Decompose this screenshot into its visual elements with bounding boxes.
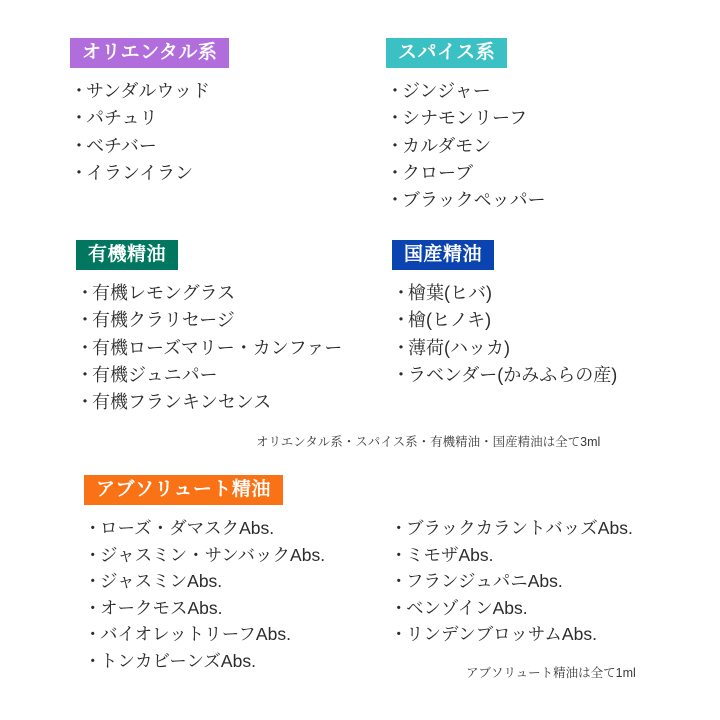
oil-name: ジンジャー bbox=[402, 81, 491, 101]
oil-name: 有機ジュニパー bbox=[92, 365, 218, 386]
category-header-oriental: オリエンタル系 bbox=[70, 38, 229, 68]
bullet-icon: ・ bbox=[84, 650, 102, 671]
bullet-icon: ・ bbox=[390, 624, 408, 645]
bullet-icon: ・ bbox=[392, 310, 410, 331]
oil-name: クローブ bbox=[402, 163, 474, 184]
oil-list-organic bbox=[76, 280, 342, 417]
oil-name: ベンゾインAbs. bbox=[406, 597, 528, 618]
list-item bbox=[386, 187, 546, 214]
absolute-columns bbox=[84, 505, 633, 675]
list-item bbox=[70, 160, 229, 187]
bullet-icon: ・ bbox=[76, 365, 94, 386]
oil-name: 有機フランキンセンス bbox=[92, 392, 272, 413]
oil-list-absolute-right bbox=[390, 515, 633, 675]
oil-name: オークモスAbs. bbox=[100, 597, 223, 618]
bullet-icon: ・ bbox=[76, 283, 94, 303]
list-item bbox=[392, 280, 617, 307]
oil-name: トンカビーンズAbs. bbox=[100, 650, 256, 671]
oil-name: 薄荷(ハッカ) bbox=[408, 337, 510, 358]
oil-name: サンダルウッド bbox=[86, 81, 211, 101]
list-item bbox=[84, 568, 390, 595]
list-item bbox=[70, 78, 229, 105]
bullet-icon: ・ bbox=[392, 365, 410, 386]
bullet-icon: ・ bbox=[84, 597, 102, 618]
oil-name: 檜(ヒノキ) bbox=[408, 310, 492, 331]
oil-name: フランジュパニAbs. bbox=[406, 571, 563, 592]
oil-name: イランイラン bbox=[86, 163, 194, 184]
bullet-icon: ・ bbox=[386, 81, 404, 101]
bullet-icon: ・ bbox=[386, 108, 404, 129]
list-item bbox=[390, 542, 633, 569]
section-absolute bbox=[84, 475, 633, 675]
oil-name: ローズ・ダマスクAbs. bbox=[100, 518, 275, 538]
bullet-icon: ・ bbox=[70, 163, 88, 184]
category-header-domestic: 国産精油 bbox=[392, 240, 494, 270]
section-organic bbox=[76, 240, 342, 417]
list-item bbox=[76, 362, 342, 389]
bullet-icon: ・ bbox=[390, 597, 408, 618]
bullet-icon: ・ bbox=[392, 283, 410, 303]
oil-name: ジャスミンAbs. bbox=[100, 571, 223, 592]
bullet-icon: ・ bbox=[392, 337, 410, 358]
oil-name: ブラックカラントバッズAbs. bbox=[406, 518, 633, 538]
list-item bbox=[84, 542, 390, 569]
bullet-icon: ・ bbox=[76, 392, 94, 413]
list-item bbox=[70, 105, 229, 132]
list-item bbox=[390, 595, 633, 622]
oil-name: 檜葉(ヒバ) bbox=[408, 283, 492, 303]
list-item bbox=[76, 307, 342, 334]
oil-name: バイオレットリーフAbs. bbox=[100, 624, 291, 645]
list-item bbox=[386, 160, 546, 187]
list-item bbox=[76, 280, 342, 307]
list-item bbox=[84, 515, 390, 542]
bullet-icon: ・ bbox=[84, 571, 102, 592]
oil-name: シナモンリーフ bbox=[402, 108, 528, 129]
bullet-icon: ・ bbox=[84, 518, 102, 538]
oil-list-spice bbox=[386, 78, 546, 215]
bullet-icon: ・ bbox=[390, 544, 408, 565]
note-volume-3ml: オリエンタル系・スパイス系・有機精油・国産精油は全て3ml bbox=[256, 435, 601, 449]
list-item bbox=[392, 362, 617, 389]
bullet-icon: ・ bbox=[70, 135, 88, 156]
bullet-icon: ・ bbox=[76, 310, 94, 331]
bullet-icon: ・ bbox=[84, 544, 102, 565]
category-header-absolute: アブソリュート精油 bbox=[84, 475, 283, 505]
oil-list-oriental bbox=[70, 78, 229, 187]
oil-name: 有機ローズマリー・カンファー bbox=[92, 337, 343, 358]
oil-name: パチュリ bbox=[86, 108, 158, 129]
oil-name: ラベンダー(かみふらの産) bbox=[408, 365, 618, 386]
category-header-organic: 有機精油 bbox=[76, 240, 178, 270]
section-domestic bbox=[392, 240, 617, 389]
bullet-icon: ・ bbox=[386, 135, 404, 156]
list-item bbox=[70, 133, 229, 160]
list-item bbox=[84, 648, 390, 675]
list-item bbox=[386, 133, 546, 160]
list-item bbox=[390, 621, 633, 648]
bullet-icon: ・ bbox=[70, 108, 88, 129]
oil-name: ジャスミン・サンバックAbs. bbox=[100, 544, 326, 565]
oil-name: カルダモン bbox=[402, 135, 492, 156]
list-item bbox=[386, 78, 546, 105]
oil-name: リンデンブロッサムAbs. bbox=[406, 624, 597, 645]
bullet-icon: ・ bbox=[390, 518, 408, 538]
bullet-icon: ・ bbox=[386, 163, 404, 184]
oil-list-domestic bbox=[392, 280, 617, 389]
oil-name: ベチバー bbox=[86, 135, 157, 156]
list-item bbox=[390, 568, 633, 595]
bullet-icon: ・ bbox=[386, 190, 404, 211]
bullet-icon: ・ bbox=[70, 81, 88, 101]
list-item bbox=[392, 307, 617, 334]
list-item bbox=[392, 335, 617, 362]
list-item bbox=[76, 335, 342, 362]
list-item bbox=[84, 595, 390, 622]
note-volume-1ml: アブソリュート精油は全て1ml bbox=[466, 666, 636, 680]
oil-list-absolute-left bbox=[84, 515, 390, 675]
list-item bbox=[390, 515, 633, 542]
oil-name: ブラックペッパー bbox=[402, 190, 546, 211]
oil-name: 有機レモングラス bbox=[92, 283, 236, 303]
section-spice bbox=[386, 38, 546, 215]
section-oriental bbox=[70, 38, 229, 187]
category-header-spice: スパイス系 bbox=[386, 38, 507, 68]
list-item bbox=[84, 621, 390, 648]
bullet-icon: ・ bbox=[84, 624, 102, 645]
bullet-icon: ・ bbox=[76, 337, 94, 358]
oil-name: 有機クラリセージ bbox=[92, 310, 235, 331]
list-item bbox=[386, 105, 546, 132]
list-item bbox=[76, 389, 342, 416]
oil-name: ミモザAbs. bbox=[406, 544, 494, 565]
bullet-icon: ・ bbox=[390, 571, 408, 592]
